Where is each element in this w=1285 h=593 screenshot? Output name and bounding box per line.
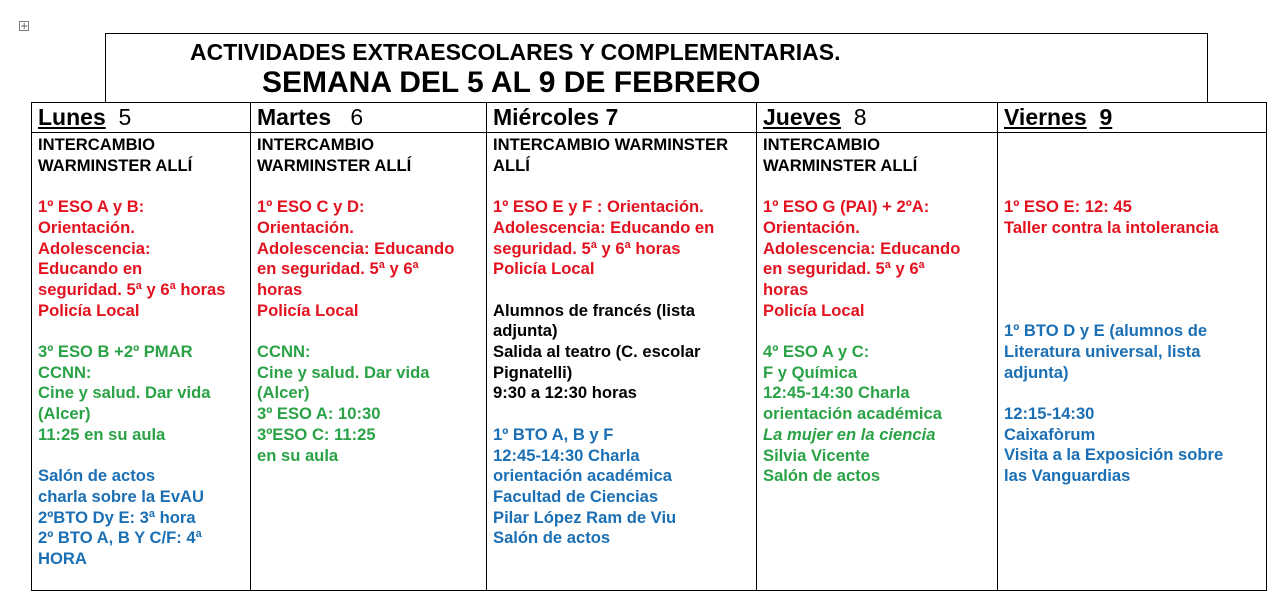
blank-line [763,176,993,197]
activity-line: 1º ESO A y B: [38,197,145,217]
activity-line: (Alcer) [38,404,91,424]
activity-line: INTERCAMBIO [38,135,156,154]
activity-line: Caixafòrum [1004,424,1096,444]
activity-line: Facultad de Ciencias [493,486,659,506]
activity-line: 1º ESO E y F : Orientación. [493,197,704,217]
day-number: 6 [350,104,364,130]
activity-line: Adolescencia: Educando [763,238,961,258]
blank-line [1004,383,1262,404]
day-number: 9 [1099,104,1113,130]
activity-line: horas [257,279,303,299]
activity-line: Educando en [38,259,143,279]
day-activities [32,133,250,570]
activity-line: Taller contra la intolerancia [1004,217,1219,237]
activity-line: Salida al teatro (C. escolar [493,342,701,361]
activity-line: 1º ESO G (PAI) + 2ºA: [763,197,930,217]
activity-line: 4º ESO A y C: [763,342,870,361]
table-bottom-border [31,590,1267,591]
day-header [487,102,756,133]
blank-line [1004,280,1262,301]
blank-line [1004,259,1262,280]
day-activities [487,133,756,549]
blank-line [38,176,246,197]
activity-line: 2º BTO A, B Y C/F: 4ª [38,528,202,548]
blank-line [1004,156,1262,177]
activity-line: Orientación. [763,217,860,237]
blank-line [493,176,752,197]
activity-line: 1º BTO A, B y F [493,424,614,444]
activity-line: 11:25 en su aula [38,424,166,444]
day-column-lunes [31,102,250,591]
blank-line [38,446,246,467]
activity-line: orientación académica [763,404,942,424]
activity-line: charla sobre la EvAU [38,486,205,506]
day-column-viernes [997,102,1267,591]
activity-line: WARMINSTER ALLÍ [763,155,918,175]
day-number: 5 [118,104,132,130]
activity-line: La mujer en la ciencia [763,424,936,444]
activity-line: 12:45-14:30 Charla [763,383,910,403]
activity-line: 2ºBTO Dy E: 3ª hora [38,507,196,527]
activity-line: 12:45-14:30 Charla [493,445,640,465]
activity-line: adjunta) [493,321,558,341]
blank-line [257,321,482,342]
activity-line: F y Química [763,362,858,382]
activity-line: 1º ESO C y D: [257,197,365,217]
activity-line: CCNN: [38,362,92,382]
week-title: SEMANA DEL 5 AL 9 DE FEBRERO [262,66,761,99]
day-name: Martes [257,104,332,130]
activity-line: (Alcer) [257,383,310,403]
blank-line [1004,176,1262,197]
activity-line: 3ºESO C: 11:25 [257,424,376,444]
blank-line [38,321,246,342]
activity-line: Literatura universal, lista [1004,341,1201,361]
activity-line: CCNN: [257,342,311,361]
day-header [251,102,486,133]
activity-line: Policía Local [257,300,359,320]
activity-line: ALLÍ [493,155,530,175]
blank-line [763,321,993,342]
activity-line: en seguridad. 5ª y 6ª [763,259,925,279]
blank-line [493,280,752,301]
activity-line: Orientación. [38,217,135,237]
activity-line: adjunta) [1004,362,1069,382]
activity-line: horas [763,279,809,299]
document-title: ACTIVIDADES EXTRAESCOLARES Y COMPLEMENTARIAS. [190,39,841,65]
activity-line: seguridad. 5ª y 6ª horas [38,279,226,299]
activity-line: orientación académica [493,466,672,486]
blank-line [493,404,752,425]
day-activities [998,133,1266,487]
schedule-table [31,102,1267,591]
activity-line: 9:30 a 12:30 horas [493,383,637,403]
activity-line: INTERCAMBIO [257,135,375,154]
blank-line [1004,301,1262,322]
day-header [998,102,1266,133]
activity-line: 1º BTO D y E (alumnos de [1004,321,1208,341]
activity-line: WARMINSTER ALLÍ [257,155,412,175]
activity-line: Silvia Vicente [763,445,870,465]
activity-line: Adolescencia: [38,238,151,258]
blank-line [1004,135,1262,156]
day-column-martes [250,102,486,591]
activity-line: WARMINSTER ALLÍ [38,155,193,175]
day-column-jueves [756,102,997,591]
activity-line: 1º ESO E: 12: 45 [1004,197,1132,217]
activity-line: en su aula [257,445,339,465]
blank-line [1004,238,1262,259]
activity-line: Salón de actos [763,466,881,486]
day-activities [757,133,997,487]
day-header [757,102,997,133]
activity-line: Adolescencia: Educando en [493,217,715,237]
activity-line: HORA [38,549,87,569]
activity-line: en seguridad. 5ª y 6ª [257,259,419,279]
activity-line: Pignatelli) [493,362,573,382]
activity-line: Policía Local [493,259,595,279]
activity-line: INTERCAMBIO [763,135,881,154]
day-name: Miércoles 7 [493,104,619,130]
activity-line: Adolescencia: Educando [257,238,455,258]
activity-line: Pilar López Ram de Viu [493,507,677,527]
activity-line: 3º ESO B +2º PMAR [38,342,193,361]
title-box [105,33,1208,102]
activity-line: 12:15-14:30 [1004,404,1095,424]
activity-line: Orientación. [257,217,354,237]
day-column-miercoles [486,102,756,591]
activity-line: Policía Local [763,300,865,320]
day-name: Jueves [763,104,842,130]
activity-line: INTERCAMBIO WARMINSTER [493,135,729,154]
activity-line: seguridad. 5ª y 6ª horas [493,238,681,258]
day-number: 8 [853,104,867,130]
move-handle-icon[interactable]: + [20,21,29,32]
activity-line: 3º ESO A: 10:30 [257,404,381,424]
day-activities [251,133,486,466]
activity-line: Alumnos de francés (lista [493,300,695,320]
blank-line [257,176,482,197]
day-name: Viernes [1004,104,1087,130]
activity-line: Cine y salud. Dar vida [257,362,430,382]
activity-line: las Vanguardias [1004,466,1131,486]
activity-line: Cine y salud. Dar vida [38,383,211,403]
activity-line: Salón de actos [38,466,156,486]
activity-line: Salón de actos [493,528,611,548]
day-name: Lunes [38,104,106,130]
day-header [32,102,250,133]
activity-line: Visita a la Exposición sobre [1004,445,1224,465]
activity-line: Policía Local [38,300,140,320]
